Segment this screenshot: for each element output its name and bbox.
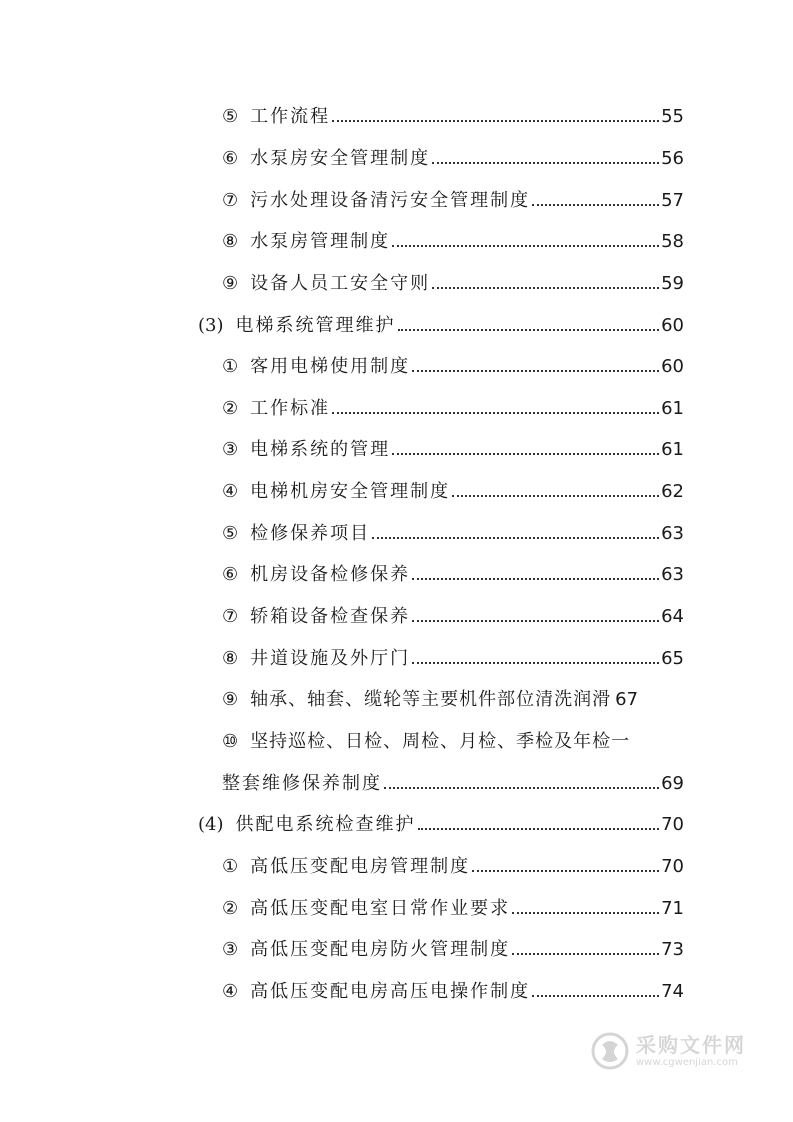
toc-leader-dots [412, 370, 659, 372]
toc-entry [222, 438, 684, 462]
toc-leader-dots [432, 162, 659, 164]
toc-entry-continuation [222, 772, 684, 796]
toc-entry [222, 855, 684, 879]
toc-entry-label: 高低压变配电房管理制度 [250, 856, 471, 877]
toc-entry-page: 73 [661, 939, 684, 960]
toc-entry-marker: ③ [222, 439, 239, 460]
toc-entry-marker: ③ [222, 939, 239, 960]
toc-section-entry [198, 314, 684, 338]
toc-entry-marker: ⑩ [222, 731, 239, 752]
toc-entry [222, 355, 684, 379]
toc-leader-dots [512, 953, 659, 955]
toc-entry-label: 设备人员工安全守则 [250, 273, 431, 294]
toc-entry-marker: ⑤ [222, 523, 239, 544]
toc-entry-page: 61 [661, 439, 684, 460]
toc-entry-page: 63 [661, 564, 684, 585]
toc-entry-page: 60 [661, 356, 684, 377]
toc-entry-label: 轿箱设备检查保养 [250, 606, 411, 627]
toc-entry-marker: ④ [222, 981, 239, 1002]
toc-entry-marker: ⑥ [222, 564, 239, 585]
toc-entry-label: 井道设施及外厅门 [250, 648, 411, 669]
toc-leader-dots [532, 204, 659, 206]
toc-leader-dots [398, 329, 660, 331]
toc-entry-label: 水泵房安全管理制度 [250, 148, 431, 169]
toc-entry-page: 55 [661, 106, 684, 127]
toc-entry-page: 59 [661, 273, 684, 294]
toc-entry-label: 电梯系统管理维护 [235, 315, 396, 336]
toc-leader-dots [412, 578, 659, 580]
watermark-text [636, 1033, 746, 1069]
toc-leader-dots [452, 495, 659, 497]
watermark [590, 1026, 760, 1076]
toc-leader-dots [412, 662, 659, 664]
toc-entry-label: 电梯系统的管理 [250, 439, 391, 460]
toc-entry-page: 70 [661, 856, 684, 877]
toc-entry [222, 647, 684, 671]
toc-entry [222, 938, 684, 962]
toc-entry [222, 688, 684, 712]
toc-entry [222, 522, 684, 546]
toc-entry-label: 轴承、轴套、缆轮等主要机件部位清洗润滑 [250, 689, 612, 710]
toc-entry [222, 147, 684, 171]
toc-entry-label: 工作标准 [250, 398, 331, 419]
toc-entry-marker: ② [222, 898, 239, 919]
toc-entry-label: 供配电系统检查维护 [235, 814, 416, 835]
toc-entry [222, 563, 684, 587]
toc-entry-marker: ⑧ [222, 648, 239, 669]
toc-entry-page: 70 [661, 814, 684, 835]
toc-entry-marker: ② [222, 398, 239, 419]
toc-entry [222, 189, 684, 213]
toc-entry-page: 58 [661, 231, 684, 252]
watermark-logo-icon [590, 1031, 630, 1071]
toc-leader-dots [332, 412, 659, 414]
toc-entry-marker: (3) [198, 315, 224, 336]
toc-leader-dots [418, 828, 660, 830]
toc-entry-label: 机房设备检修保养 [250, 564, 411, 585]
toc-entry-label: 整套维修保养制度 [222, 773, 382, 794]
toc-entry [222, 105, 684, 129]
toc-entry-marker: (4) [198, 814, 224, 835]
toc-entry-page: 64 [661, 606, 684, 627]
toc-leader-dots [332, 120, 659, 122]
toc-entry-marker: ⑥ [222, 148, 239, 169]
toc-leader-dots [392, 453, 659, 455]
toc-entry-label: 检修保养项目 [250, 523, 371, 544]
toc-leader-dots [392, 245, 659, 247]
toc-entry-page: 56 [661, 148, 684, 169]
toc-leader-dots [384, 787, 659, 789]
toc-entry-page: 69 [661, 773, 684, 794]
toc-entry-page: 60 [661, 315, 684, 336]
toc-entry-marker: ⑨ [222, 273, 239, 294]
toc-leader-dots [472, 870, 659, 872]
toc-entry-marker: ④ [222, 481, 239, 502]
toc-entry-marker: ① [222, 856, 239, 877]
toc-entry-label: 高低压变配电房防火管理制度 [250, 939, 511, 960]
toc-entry-marker: ⑦ [222, 606, 239, 627]
toc-entry [222, 230, 684, 254]
toc-entry-label: 水泵房管理制度 [250, 231, 391, 252]
toc-entry [222, 605, 684, 629]
toc-entry [222, 897, 684, 921]
toc-entry-page: 65 [661, 648, 684, 669]
toc-entry [222, 272, 684, 296]
toc-leader-dots [432, 287, 659, 289]
toc-entry-page: 63 [661, 523, 684, 544]
watermark-url: www.cgwenjian.com [636, 1057, 738, 1068]
toc-entry-marker: ⑦ [222, 190, 239, 211]
toc-entry-page: 71 [661, 898, 684, 919]
toc-entry [222, 480, 684, 504]
toc-leader-dots [532, 995, 659, 997]
toc-entry-marker: ⑧ [222, 231, 239, 252]
toc-entry-label: 客用电梯使用制度 [250, 356, 411, 377]
toc-section-entry [198, 813, 684, 837]
toc-entry-label: 电梯机房安全管理制度 [250, 481, 451, 502]
toc-entry [222, 980, 684, 1004]
toc-entry-label: 污水处理设备清污安全管理制度 [250, 190, 531, 211]
toc-entry-label: 坚持巡检、日检、周检、月检、季检及年检一 [250, 731, 631, 752]
toc-entry-page: 62 [661, 481, 684, 502]
toc-entry-marker: ① [222, 356, 239, 377]
toc-entry [222, 730, 684, 754]
toc-entry-page: 57 [661, 190, 684, 211]
toc-entry-label: 高低压变配电房高压电操作制度 [250, 981, 531, 1002]
toc-entry [222, 397, 684, 421]
watermark-title: 采购文件网 [636, 1033, 746, 1057]
toc-leader-dots [372, 537, 659, 539]
toc-entry-page: 61 [661, 398, 684, 419]
toc-entry-marker: ⑨ [222, 689, 239, 710]
toc-entry-page: 67 [615, 689, 639, 710]
toc-leader-dots [412, 620, 659, 622]
toc-entry-label: 工作流程 [250, 106, 331, 127]
toc-entry-label: 高低压变配电室日常作业要求 [250, 898, 511, 919]
toc-leader-dots [512, 912, 659, 914]
toc-entry-page: 74 [661, 981, 684, 1002]
toc-entry-marker: ⑤ [222, 106, 239, 127]
